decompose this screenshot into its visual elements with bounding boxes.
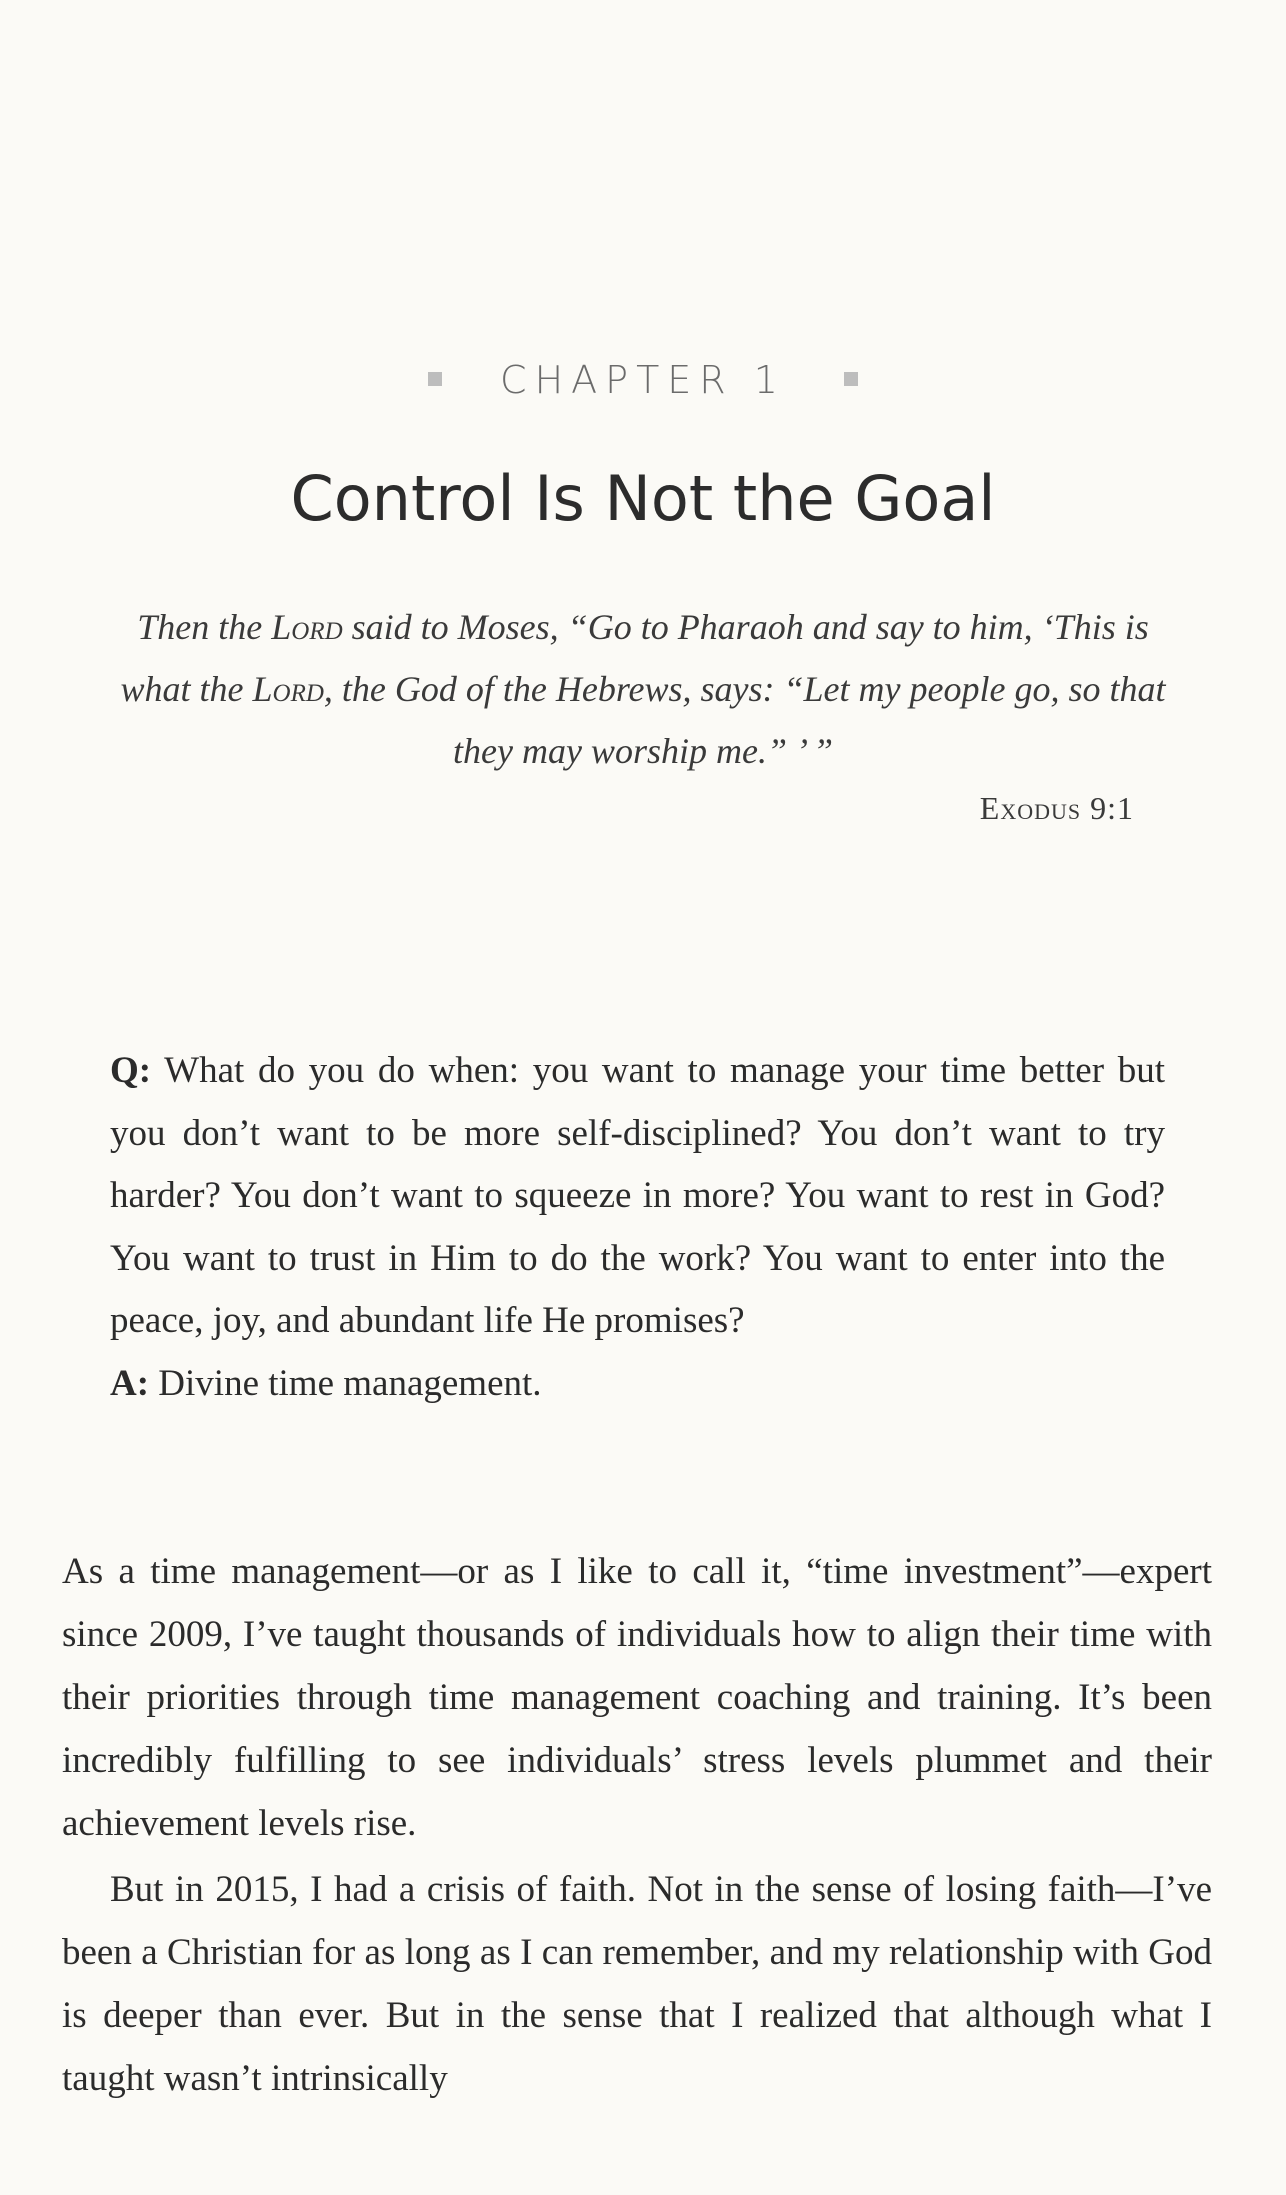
epigraph-quote — [100, 596, 1186, 782]
body-paragraph-1: As a time management—or as I like to call it, “time investment”—expert since 2009, I’ve taught thousands of individuals how to align their time with their priorities through time management coaching and training. It’s been incredibly fulfilling to see individuals’ stress levels plummet and their achievement levels rise. — [62, 1551, 1212, 1844]
body-text — [62, 1540, 1212, 2110]
question-label: Q: — [110, 1050, 152, 1091]
chapter-label — [0, 358, 1286, 402]
answer-paragraph — [110, 1353, 1165, 1416]
epigraph-lord-2: Lord — [252, 669, 324, 709]
epigraph-text-3: , the God of the Hebrews, says: “Let my people go, so that they may worship me.” ’ ” — [323, 669, 1166, 771]
answer-text: Divine time management. — [149, 1362, 542, 1404]
chapter-number-text: CHAPTER 1 — [500, 358, 786, 402]
epigraph-lord-1: Lord — [271, 607, 343, 647]
qa-block — [110, 1040, 1165, 1415]
answer-label: A: — [110, 1362, 150, 1404]
body-paragraph-2: But in 2015, I had a crisis of faith. Not in the sense of losing faith—I’ve been a Christian for as long as I can remember, and my relationship with God is deeper than ever. But in the sense that I realized that although what I taught wasn’t intrinsically — [62, 1869, 1212, 2099]
chapter-title: Control Is Not the Goal — [290, 462, 996, 535]
left-square-ornament-icon — [428, 372, 442, 386]
epigraph-text-2: said to Moses, “Go to Pharaoh and say to him, ‘This is what the — [120, 607, 1149, 709]
right-square-ornament-icon — [844, 372, 858, 386]
question-text: What do you do when: you want to manage your time better but you don’t want to be more self-disciplined? You don’t want to try harder? You don’t want to squeeze in more? You want to rest in God? You want to trust in Him to do the work? You want to enter into the peace, joy, and abundant life He promises? — [110, 1050, 1165, 1341]
epigraph-source: Exodus 9:1 — [979, 790, 1134, 826]
epigraph-text-1: Then the — [137, 607, 272, 647]
question-paragraph — [110, 1040, 1165, 1353]
